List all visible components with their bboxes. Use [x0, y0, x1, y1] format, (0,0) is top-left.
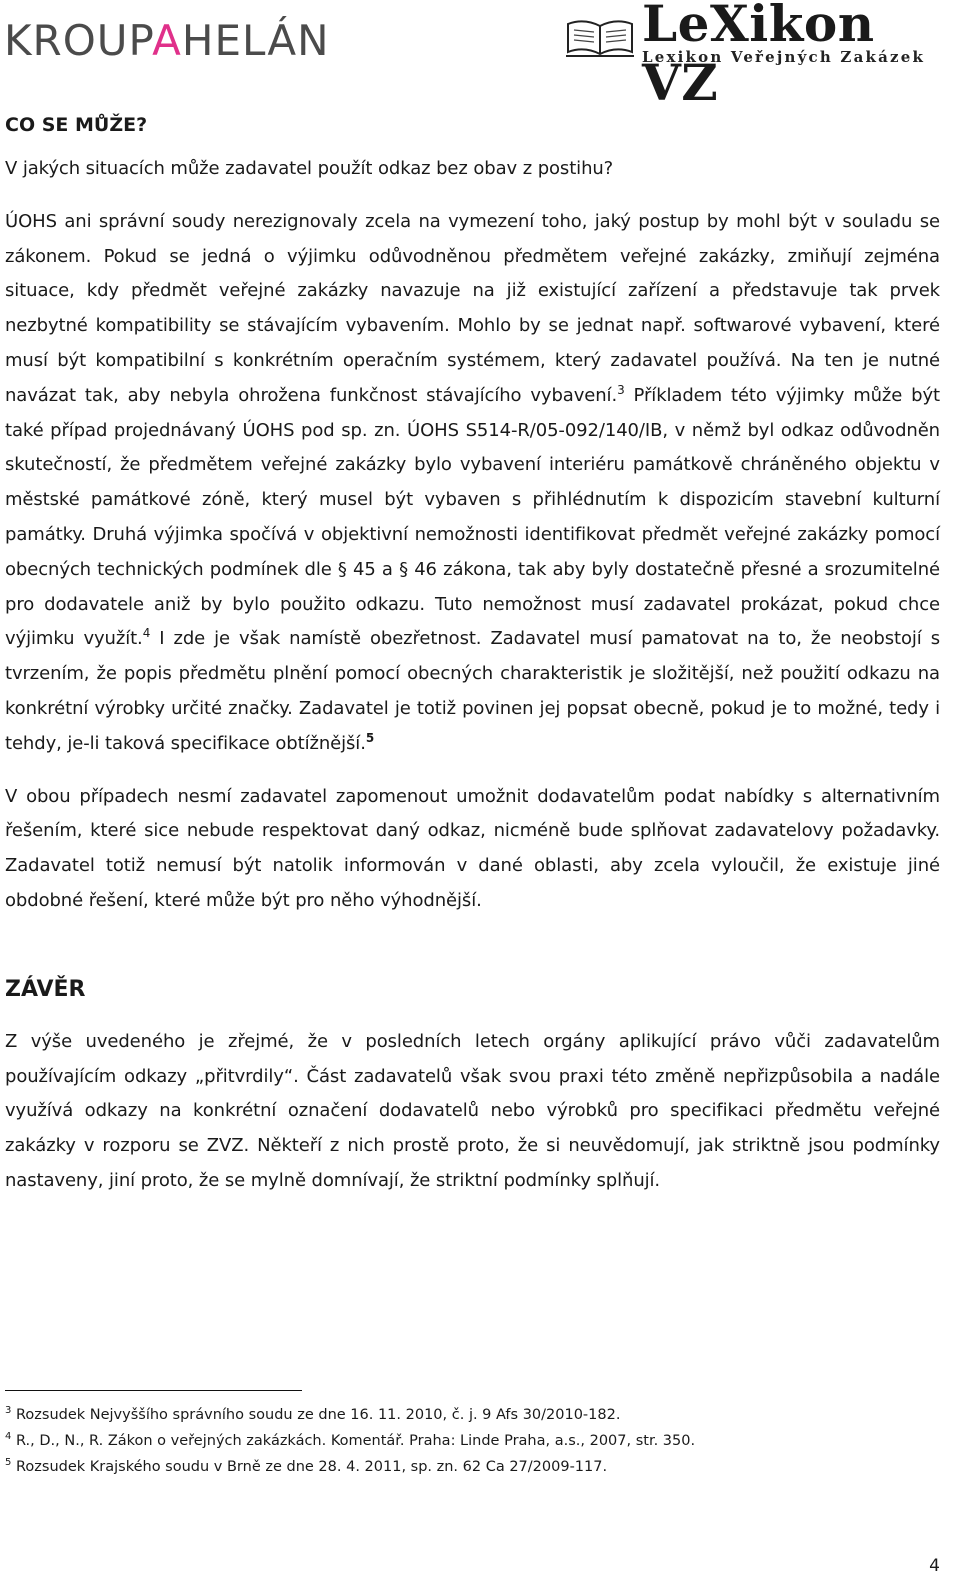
spacer: [5, 919, 940, 975]
footnotes: [5, 1402, 940, 1480]
main-paragraph-part-1: ÚOHS ani správní soudy nerezignovaly zcela na vymezení toho, jaký postup by mohl být v souladu se zákonem. Pokud se jedná o výjimku odůvodněnou předmětem veřejné zakázky, zmiňují zejména situace, kdy předmět veřejné zakázky navazuje na již existující zařízení a představuje tak prvek nezbytné kompatibility se stávajícím vybavením. Mohlo by se jednat např. softwarové vybavení, které musí být kompatibilní s konkrétním operačním systémem, který zadavatel používá. Na ten je nutné navázat tak, aby nebyla ohrožena funkčnost stávajícího vybavení.: [5, 210, 940, 406]
footnote-4: [5, 1428, 940, 1454]
main-paragraph: [5, 205, 940, 762]
page-header: [0, 0, 960, 112]
logo-text-1: KROUP: [4, 16, 153, 65]
kroupahelan-logo: [4, 16, 330, 65]
conclusion-heading: ZÁVĚR: [5, 976, 86, 1002]
footnote-number: 3: [5, 1405, 12, 1417]
footnote-number: 4: [5, 1431, 12, 1443]
logo-text-2: HELÁN: [181, 16, 330, 65]
page-number: 4: [929, 1556, 940, 1576]
logo-text-accent: A: [152, 16, 182, 65]
main-paragraph-part-2: Příkladem této výjimky může být také případ projednávaný ÚOHS pod sp. zn. ÚOHS S514-R/05-092/140/IB, v němž byl odkaz odůvodněn skutečností, že předmětem veřejné zakázky bylo vybavení interiéru památkově chráněného objektu v městské památkové zóně, který musel být vybaven s přihlédnutím k dispozicím stavební kulturní památky. Druhá výjimka spočívá v objektivní nemožnosti identifikovat předmět veřejné zakázky pomocí obecných technických podmínek dle § 45 a § 46 zákona, tak aby byly dostatečně přesné a srozumitelné pro dodavatele aniž by bylo použito odkazu. Tuto nemožnost musí zadavatel prokázat, pokud chce výjimku využít.: [5, 384, 941, 650]
footnote-text: R., D., N., R. Zákon o veřejných zakázkách. Komentář. Praha: Linde Praha, a.s., 2007, str. 350.: [15, 1433, 696, 1449]
spacer: [5, 762, 940, 780]
conclusion-paragraph: Z výše uvedeného je zřejmé, že v posledních letech orgány aplikující právo vůči zadavatelům používajícím odkazy „přitvrdily“. Část zadavatelů však svou praxi této změně nepřizpůsobila a nadále využívá odkazy na konkrétní označení dodavatelů nebo výrobků pro specifikaci předmětu veřejné zakázky v rozporu se ZVZ. Někteří z nich prostě proto, že si neuvědomují, jak striktně jsou podmínky nastaveny, jiní proto, že se mylně domnívají, že striktní podmínky splňují.: [5, 1030, 940, 1191]
alternative-paragraph: V obou případech nesmí zadavatel zapomenout umožnit dodavatelům podat nabídky s alternativním řešením, které sice nebude respektovat daný odkaz, nicméně bude splňovat zadavatelovy požadavky. Zadavatel totiž nemusí být natolik informován v dané oblasti, aby zcela vyloučil, že existuje jiné obdobné řešení, které může být pro něho výhodnější.: [5, 785, 940, 911]
lexikon-vz-logo: [560, 0, 955, 112]
footnote-separator: [5, 1390, 302, 1391]
spacer: [5, 187, 940, 205]
footnote-3: [5, 1402, 940, 1428]
footnote-ref-5: 5: [365, 730, 375, 745]
lexikon-subtitle: Lexikon Veřejných Zakázek: [642, 48, 926, 66]
question-paragraph: V jakých situacích může zadavatel použít odkaz bez obav z postihu?: [5, 158, 614, 179]
footnote-text: Rozsudek Nejvyššího správního soudu ze dne 16. 11. 2010, č. j. 9 Afs 30/2010-182.: [15, 1407, 621, 1423]
footnote-5: [5, 1454, 940, 1480]
footnote-ref-3: 3: [617, 382, 625, 397]
main-paragraph-part-3: I zde je však namístě obezřetnost. Zadavatel musí pamatovat na to, že neobstojí s tvrzením, že popis předmětu plnění pomocí obecných charakteristik je složitější, než použití odkazu na konkrétní výrobky určité značky. Zadavatel je totiž povinen jej popsat obecně, pokud je to možné, tedy i tehdy, je-li taková specifikace obtížnější.: [5, 628, 940, 754]
footnote-ref-4: 4: [142, 626, 151, 641]
document-body: [5, 110, 940, 1199]
footnote-number: 5: [5, 1457, 12, 1469]
footnote-text: Rozsudek Krajského soudu v Brně ze dne 28. 4. 2011, sp. zn. 62 Ca 27/2009-117.: [15, 1459, 608, 1475]
lexikon-title: LeXikon VZ: [642, 0, 875, 112]
section-heading: CO SE MŮŽE?: [5, 114, 148, 136]
open-book-icon: [564, 16, 636, 60]
